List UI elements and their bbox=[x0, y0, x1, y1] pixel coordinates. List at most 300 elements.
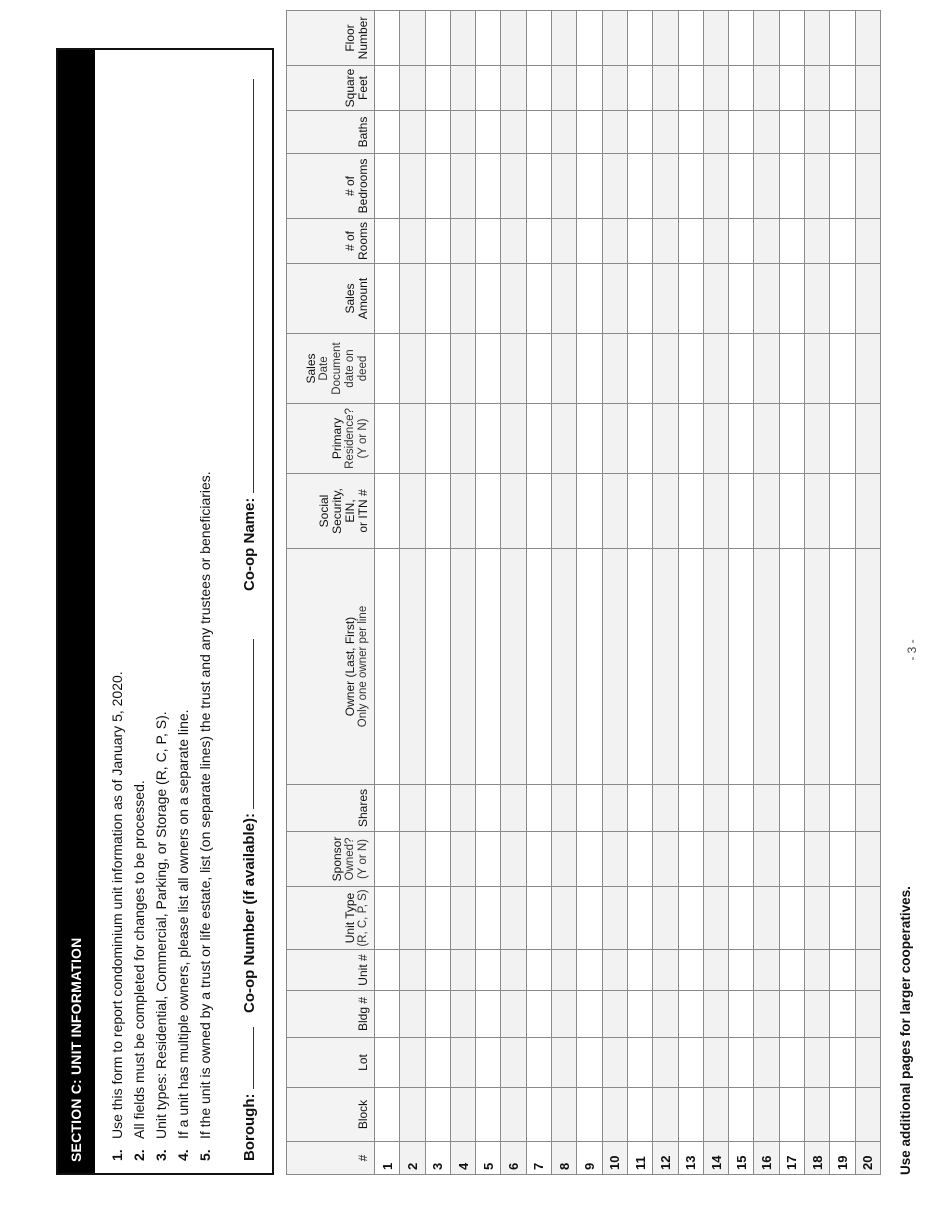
table-cell-input[interactable] bbox=[400, 66, 425, 111]
table-cell-input[interactable] bbox=[552, 1088, 577, 1142]
table-cell-input[interactable] bbox=[602, 264, 627, 334]
table-cell-input[interactable] bbox=[552, 991, 577, 1038]
table-cell-input[interactable] bbox=[501, 991, 526, 1038]
table-cell-input[interactable] bbox=[729, 549, 754, 785]
table-cell-input[interactable] bbox=[830, 887, 855, 950]
table-cell-input[interactable] bbox=[754, 66, 779, 111]
table-cell-input[interactable] bbox=[526, 334, 551, 404]
table-cell-input[interactable] bbox=[754, 950, 779, 991]
table-cell-input[interactable] bbox=[400, 549, 425, 785]
table-cell-input[interactable] bbox=[526, 111, 551, 154]
table-cell-input[interactable] bbox=[653, 950, 678, 991]
table-cell-input[interactable] bbox=[627, 154, 652, 219]
table-cell-input[interactable] bbox=[526, 1088, 551, 1142]
table-cell-input[interactable] bbox=[805, 1088, 830, 1142]
table-cell-input[interactable] bbox=[375, 111, 400, 154]
table-cell-input[interactable] bbox=[602, 887, 627, 950]
table-cell-input[interactable] bbox=[729, 785, 754, 832]
table-cell-input[interactable] bbox=[653, 1088, 678, 1142]
table-cell-input[interactable] bbox=[552, 950, 577, 991]
table-cell-input[interactable] bbox=[425, 219, 450, 264]
table-cell-input[interactable] bbox=[476, 1088, 501, 1142]
table-cell-input[interactable] bbox=[425, 1038, 450, 1088]
table-cell-input[interactable] bbox=[627, 66, 652, 111]
table-cell-input[interactable] bbox=[703, 950, 728, 991]
table-cell-input[interactable] bbox=[526, 219, 551, 264]
table-cell-input[interactable] bbox=[830, 154, 855, 219]
table-cell-input[interactable] bbox=[653, 1038, 678, 1088]
table-cell-input[interactable] bbox=[627, 1038, 652, 1088]
table-cell-input[interactable] bbox=[602, 11, 627, 66]
coop-name-input[interactable] bbox=[241, 79, 254, 493]
table-cell-input[interactable] bbox=[425, 11, 450, 66]
table-cell-input[interactable] bbox=[476, 474, 501, 549]
table-cell-input[interactable] bbox=[577, 154, 602, 219]
table-cell-input[interactable] bbox=[501, 1088, 526, 1142]
table-cell-input[interactable] bbox=[729, 66, 754, 111]
table-cell-input[interactable] bbox=[627, 785, 652, 832]
table-cell-input[interactable] bbox=[501, 154, 526, 219]
table-cell-input[interactable] bbox=[526, 404, 551, 474]
table-cell-input[interactable] bbox=[830, 264, 855, 334]
table-cell-input[interactable] bbox=[729, 474, 754, 549]
table-cell-input[interactable] bbox=[450, 219, 475, 264]
table-cell-input[interactable] bbox=[450, 1088, 475, 1142]
table-cell-input[interactable] bbox=[400, 950, 425, 991]
table-cell-input[interactable] bbox=[779, 832, 804, 887]
table-cell-input[interactable] bbox=[375, 1088, 400, 1142]
table-cell-input[interactable] bbox=[400, 887, 425, 950]
table-cell-input[interactable] bbox=[400, 991, 425, 1038]
table-cell-input[interactable] bbox=[425, 991, 450, 1038]
table-cell-input[interactable] bbox=[627, 991, 652, 1038]
table-cell-input[interactable] bbox=[577, 11, 602, 66]
table-cell-input[interactable] bbox=[450, 950, 475, 991]
table-cell-input[interactable] bbox=[729, 1038, 754, 1088]
table-cell-input[interactable] bbox=[375, 474, 400, 549]
table-cell-input[interactable] bbox=[375, 549, 400, 785]
table-cell-input[interactable] bbox=[678, 334, 703, 404]
table-cell-input[interactable] bbox=[855, 66, 880, 111]
table-cell-input[interactable] bbox=[754, 549, 779, 785]
table-cell-input[interactable] bbox=[653, 404, 678, 474]
table-cell-input[interactable] bbox=[729, 991, 754, 1038]
table-cell-input[interactable] bbox=[653, 832, 678, 887]
table-cell-input[interactable] bbox=[375, 991, 400, 1038]
table-cell-input[interactable] bbox=[627, 11, 652, 66]
table-cell-input[interactable] bbox=[476, 219, 501, 264]
table-cell-input[interactable] bbox=[678, 785, 703, 832]
table-cell-input[interactable] bbox=[577, 219, 602, 264]
table-cell-input[interactable] bbox=[830, 785, 855, 832]
table-cell-input[interactable] bbox=[805, 1038, 830, 1088]
table-cell-input[interactable] bbox=[425, 111, 450, 154]
table-cell-input[interactable] bbox=[375, 219, 400, 264]
table-cell-input[interactable] bbox=[375, 950, 400, 991]
table-cell-input[interactable] bbox=[754, 785, 779, 832]
table-cell-input[interactable] bbox=[653, 785, 678, 832]
table-cell-input[interactable] bbox=[400, 1038, 425, 1088]
table-cell-input[interactable] bbox=[476, 11, 501, 66]
table-cell-input[interactable] bbox=[602, 1038, 627, 1088]
table-cell-input[interactable] bbox=[830, 950, 855, 991]
table-cell-input[interactable] bbox=[754, 219, 779, 264]
table-cell-input[interactable] bbox=[425, 66, 450, 111]
table-cell-input[interactable] bbox=[855, 334, 880, 404]
table-cell-input[interactable] bbox=[476, 950, 501, 991]
table-cell-input[interactable] bbox=[754, 474, 779, 549]
borough-input[interactable] bbox=[241, 1027, 254, 1089]
table-cell-input[interactable] bbox=[450, 264, 475, 334]
table-cell-input[interactable] bbox=[805, 991, 830, 1038]
table-cell-input[interactable] bbox=[703, 264, 728, 334]
table-cell-input[interactable] bbox=[526, 785, 551, 832]
table-cell-input[interactable] bbox=[425, 154, 450, 219]
table-cell-input[interactable] bbox=[400, 219, 425, 264]
table-cell-input[interactable] bbox=[653, 264, 678, 334]
table-cell-input[interactable] bbox=[501, 1038, 526, 1088]
table-cell-input[interactable] bbox=[476, 264, 501, 334]
table-cell-input[interactable] bbox=[754, 404, 779, 474]
table-cell-input[interactable] bbox=[552, 887, 577, 950]
table-cell-input[interactable] bbox=[400, 404, 425, 474]
table-cell-input[interactable] bbox=[729, 111, 754, 154]
table-cell-input[interactable] bbox=[729, 404, 754, 474]
table-cell-input[interactable] bbox=[729, 334, 754, 404]
table-cell-input[interactable] bbox=[855, 111, 880, 154]
table-cell-input[interactable] bbox=[678, 950, 703, 991]
table-cell-input[interactable] bbox=[779, 991, 804, 1038]
table-cell-input[interactable] bbox=[855, 887, 880, 950]
table-cell-input[interactable] bbox=[855, 785, 880, 832]
table-cell-input[interactable] bbox=[855, 549, 880, 785]
table-cell-input[interactable] bbox=[754, 264, 779, 334]
table-cell-input[interactable] bbox=[855, 832, 880, 887]
table-cell-input[interactable] bbox=[678, 154, 703, 219]
table-cell-input[interactable] bbox=[830, 1088, 855, 1142]
table-cell-input[interactable] bbox=[400, 334, 425, 404]
table-cell-input[interactable] bbox=[703, 219, 728, 264]
table-cell-input[interactable] bbox=[830, 11, 855, 66]
table-cell-input[interactable] bbox=[627, 549, 652, 785]
table-cell-input[interactable] bbox=[703, 1088, 728, 1142]
table-cell-input[interactable] bbox=[678, 887, 703, 950]
table-cell-input[interactable] bbox=[501, 404, 526, 474]
table-cell-input[interactable] bbox=[805, 154, 830, 219]
table-cell-input[interactable] bbox=[476, 66, 501, 111]
table-cell-input[interactable] bbox=[830, 334, 855, 404]
table-cell-input[interactable] bbox=[754, 832, 779, 887]
table-cell-input[interactable] bbox=[501, 950, 526, 991]
table-cell-input[interactable] bbox=[577, 1038, 602, 1088]
table-cell-input[interactable] bbox=[450, 404, 475, 474]
table-cell-input[interactable] bbox=[425, 404, 450, 474]
table-cell-input[interactable] bbox=[577, 474, 602, 549]
table-cell-input[interactable] bbox=[375, 11, 400, 66]
table-cell-input[interactable] bbox=[552, 832, 577, 887]
table-cell-input[interactable] bbox=[830, 1038, 855, 1088]
table-cell-input[interactable] bbox=[450, 991, 475, 1038]
table-cell-input[interactable] bbox=[425, 785, 450, 832]
table-cell-input[interactable] bbox=[703, 785, 728, 832]
table-cell-input[interactable] bbox=[627, 219, 652, 264]
table-cell-input[interactable] bbox=[526, 264, 551, 334]
coop-number-input[interactable] bbox=[241, 639, 254, 809]
table-cell-input[interactable] bbox=[602, 991, 627, 1038]
table-cell-input[interactable] bbox=[476, 154, 501, 219]
table-cell-input[interactable] bbox=[602, 219, 627, 264]
table-cell-input[interactable] bbox=[552, 11, 577, 66]
table-cell-input[interactable] bbox=[501, 549, 526, 785]
table-cell-input[interactable] bbox=[754, 887, 779, 950]
table-cell-input[interactable] bbox=[627, 832, 652, 887]
table-cell-input[interactable] bbox=[501, 11, 526, 66]
table-cell-input[interactable] bbox=[653, 991, 678, 1038]
table-cell-input[interactable] bbox=[450, 334, 475, 404]
table-cell-input[interactable] bbox=[450, 549, 475, 785]
table-cell-input[interactable] bbox=[450, 11, 475, 66]
table-cell-input[interactable] bbox=[501, 219, 526, 264]
table-cell-input[interactable] bbox=[602, 66, 627, 111]
table-cell-input[interactable] bbox=[425, 334, 450, 404]
table-cell-input[interactable] bbox=[855, 154, 880, 219]
table-cell-input[interactable] bbox=[830, 991, 855, 1038]
table-cell-input[interactable] bbox=[577, 991, 602, 1038]
table-cell-input[interactable] bbox=[577, 785, 602, 832]
table-cell-input[interactable] bbox=[501, 474, 526, 549]
table-cell-input[interactable] bbox=[678, 66, 703, 111]
table-cell-input[interactable] bbox=[375, 832, 400, 887]
table-cell-input[interactable] bbox=[779, 111, 804, 154]
table-cell-input[interactable] bbox=[552, 1038, 577, 1088]
table-cell-input[interactable] bbox=[830, 549, 855, 785]
table-cell-input[interactable] bbox=[602, 950, 627, 991]
table-cell-input[interactable] bbox=[526, 1038, 551, 1088]
table-cell-input[interactable] bbox=[577, 887, 602, 950]
table-cell-input[interactable] bbox=[476, 832, 501, 887]
table-cell-input[interactable] bbox=[754, 1038, 779, 1088]
table-cell-input[interactable] bbox=[577, 950, 602, 991]
table-cell-input[interactable] bbox=[501, 111, 526, 154]
table-cell-input[interactable] bbox=[526, 549, 551, 785]
table-cell-input[interactable] bbox=[375, 785, 400, 832]
table-cell-input[interactable] bbox=[779, 264, 804, 334]
table-cell-input[interactable] bbox=[627, 474, 652, 549]
table-cell-input[interactable] bbox=[855, 264, 880, 334]
table-cell-input[interactable] bbox=[779, 219, 804, 264]
table-cell-input[interactable] bbox=[375, 887, 400, 950]
table-cell-input[interactable] bbox=[653, 474, 678, 549]
table-cell-input[interactable] bbox=[577, 111, 602, 154]
table-cell-input[interactable] bbox=[476, 334, 501, 404]
table-cell-input[interactable] bbox=[425, 950, 450, 991]
table-cell-input[interactable] bbox=[855, 474, 880, 549]
table-cell-input[interactable] bbox=[805, 219, 830, 264]
table-cell-input[interactable] bbox=[552, 66, 577, 111]
table-cell-input[interactable] bbox=[678, 474, 703, 549]
table-cell-input[interactable] bbox=[754, 334, 779, 404]
table-cell-input[interactable] bbox=[552, 264, 577, 334]
table-cell-input[interactable] bbox=[526, 991, 551, 1038]
table-cell-input[interactable] bbox=[855, 991, 880, 1038]
table-cell-input[interactable] bbox=[703, 1038, 728, 1088]
table-cell-input[interactable] bbox=[552, 334, 577, 404]
table-cell-input[interactable] bbox=[754, 11, 779, 66]
table-cell-input[interactable] bbox=[805, 950, 830, 991]
table-cell-input[interactable] bbox=[375, 334, 400, 404]
table-cell-input[interactable] bbox=[779, 1088, 804, 1142]
table-cell-input[interactable] bbox=[577, 549, 602, 785]
table-cell-input[interactable] bbox=[754, 991, 779, 1038]
table-cell-input[interactable] bbox=[450, 474, 475, 549]
table-cell-input[interactable] bbox=[602, 474, 627, 549]
table-cell-input[interactable] bbox=[779, 11, 804, 66]
table-cell-input[interactable] bbox=[729, 1088, 754, 1142]
table-cell-input[interactable] bbox=[602, 111, 627, 154]
table-cell-input[interactable] bbox=[627, 334, 652, 404]
table-cell-input[interactable] bbox=[805, 11, 830, 66]
table-cell-input[interactable] bbox=[476, 887, 501, 950]
table-cell-input[interactable] bbox=[526, 11, 551, 66]
table-cell-input[interactable] bbox=[779, 785, 804, 832]
table-cell-input[interactable] bbox=[501, 785, 526, 832]
table-cell-input[interactable] bbox=[375, 66, 400, 111]
table-cell-input[interactable] bbox=[526, 950, 551, 991]
table-cell-input[interactable] bbox=[830, 474, 855, 549]
table-cell-input[interactable] bbox=[729, 219, 754, 264]
table-cell-input[interactable] bbox=[602, 785, 627, 832]
table-cell-input[interactable] bbox=[653, 111, 678, 154]
table-cell-input[interactable] bbox=[627, 264, 652, 334]
table-cell-input[interactable] bbox=[855, 219, 880, 264]
table-cell-input[interactable] bbox=[729, 154, 754, 219]
table-cell-input[interactable] bbox=[830, 66, 855, 111]
table-cell-input[interactable] bbox=[375, 1038, 400, 1088]
table-cell-input[interactable] bbox=[703, 66, 728, 111]
table-cell-input[interactable] bbox=[552, 404, 577, 474]
table-cell-input[interactable] bbox=[375, 404, 400, 474]
table-cell-input[interactable] bbox=[805, 334, 830, 404]
table-cell-input[interactable] bbox=[653, 334, 678, 404]
table-cell-input[interactable] bbox=[805, 474, 830, 549]
table-cell-input[interactable] bbox=[526, 154, 551, 219]
table-cell-input[interactable] bbox=[400, 11, 425, 66]
table-cell-input[interactable] bbox=[678, 11, 703, 66]
table-cell-input[interactable] bbox=[627, 1088, 652, 1142]
table-cell-input[interactable] bbox=[552, 111, 577, 154]
table-cell-input[interactable] bbox=[779, 474, 804, 549]
table-cell-input[interactable] bbox=[425, 474, 450, 549]
table-cell-input[interactable] bbox=[678, 832, 703, 887]
table-cell-input[interactable] bbox=[703, 887, 728, 950]
table-cell-input[interactable] bbox=[450, 887, 475, 950]
table-cell-input[interactable] bbox=[805, 832, 830, 887]
table-cell-input[interactable] bbox=[400, 1088, 425, 1142]
table-cell-input[interactable] bbox=[830, 404, 855, 474]
table-cell-input[interactable] bbox=[779, 950, 804, 991]
table-cell-input[interactable] bbox=[501, 887, 526, 950]
table-cell-input[interactable] bbox=[450, 1038, 475, 1088]
table-cell-input[interactable] bbox=[779, 549, 804, 785]
table-cell-input[interactable] bbox=[678, 219, 703, 264]
table-cell-input[interactable] bbox=[855, 950, 880, 991]
table-cell-input[interactable] bbox=[779, 66, 804, 111]
table-cell-input[interactable] bbox=[729, 950, 754, 991]
table-cell-input[interactable] bbox=[779, 887, 804, 950]
table-cell-input[interactable] bbox=[450, 832, 475, 887]
table-cell-input[interactable] bbox=[602, 404, 627, 474]
table-cell-input[interactable] bbox=[501, 334, 526, 404]
table-cell-input[interactable] bbox=[703, 549, 728, 785]
table-cell-input[interactable] bbox=[526, 832, 551, 887]
table-cell-input[interactable] bbox=[501, 264, 526, 334]
table-cell-input[interactable] bbox=[855, 1038, 880, 1088]
table-cell-input[interactable] bbox=[375, 264, 400, 334]
table-cell-input[interactable] bbox=[805, 66, 830, 111]
table-cell-input[interactable] bbox=[754, 1088, 779, 1142]
table-cell-input[interactable] bbox=[805, 785, 830, 832]
table-cell-input[interactable] bbox=[425, 549, 450, 785]
table-cell-input[interactable] bbox=[678, 549, 703, 785]
table-cell-input[interactable] bbox=[678, 1038, 703, 1088]
table-cell-input[interactable] bbox=[577, 832, 602, 887]
table-cell-input[interactable] bbox=[779, 154, 804, 219]
table-cell-input[interactable] bbox=[805, 887, 830, 950]
table-cell-input[interactable] bbox=[830, 111, 855, 154]
table-cell-input[interactable] bbox=[703, 334, 728, 404]
table-cell-input[interactable] bbox=[703, 154, 728, 219]
table-cell-input[interactable] bbox=[627, 111, 652, 154]
table-cell-input[interactable] bbox=[602, 549, 627, 785]
table-cell-input[interactable] bbox=[678, 264, 703, 334]
table-cell-input[interactable] bbox=[476, 785, 501, 832]
table-cell-input[interactable] bbox=[577, 66, 602, 111]
table-cell-input[interactable] bbox=[678, 111, 703, 154]
table-cell-input[interactable] bbox=[703, 11, 728, 66]
table-cell-input[interactable] bbox=[729, 11, 754, 66]
table-cell-input[interactable] bbox=[400, 785, 425, 832]
table-cell-input[interactable] bbox=[779, 404, 804, 474]
table-cell-input[interactable] bbox=[450, 111, 475, 154]
table-cell-input[interactable] bbox=[425, 887, 450, 950]
table-cell-input[interactable] bbox=[476, 991, 501, 1038]
table-cell-input[interactable] bbox=[526, 66, 551, 111]
table-cell-input[interactable] bbox=[678, 1088, 703, 1142]
table-cell-input[interactable] bbox=[779, 334, 804, 404]
table-cell-input[interactable] bbox=[577, 404, 602, 474]
table-cell-input[interactable] bbox=[653, 66, 678, 111]
table-cell-input[interactable] bbox=[754, 154, 779, 219]
table-cell-input[interactable] bbox=[501, 832, 526, 887]
table-cell-input[interactable] bbox=[400, 111, 425, 154]
table-cell-input[interactable] bbox=[400, 154, 425, 219]
table-cell-input[interactable] bbox=[552, 785, 577, 832]
table-cell-input[interactable] bbox=[855, 404, 880, 474]
table-cell-input[interactable] bbox=[425, 832, 450, 887]
table-cell-input[interactable] bbox=[653, 154, 678, 219]
table-cell-input[interactable] bbox=[627, 950, 652, 991]
table-cell-input[interactable] bbox=[653, 11, 678, 66]
table-cell-input[interactable] bbox=[577, 1088, 602, 1142]
table-cell-input[interactable] bbox=[729, 887, 754, 950]
table-cell-input[interactable] bbox=[754, 111, 779, 154]
table-cell-input[interactable] bbox=[627, 887, 652, 950]
table-cell-input[interactable] bbox=[552, 474, 577, 549]
table-cell-input[interactable] bbox=[400, 832, 425, 887]
table-cell-input[interactable] bbox=[703, 404, 728, 474]
table-cell-input[interactable] bbox=[805, 111, 830, 154]
table-cell-input[interactable] bbox=[400, 264, 425, 334]
